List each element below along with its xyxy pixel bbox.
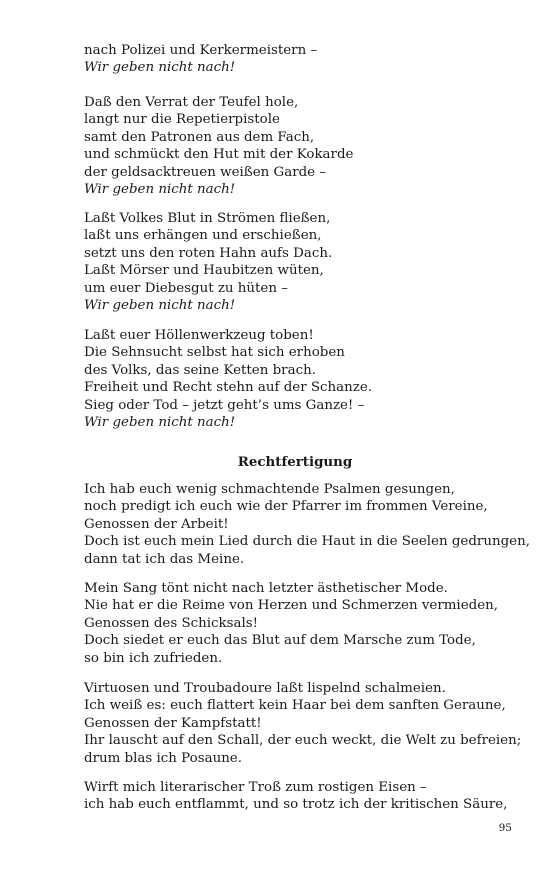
verse-line: Genossen der Kampfstatt! xyxy=(84,715,262,731)
poem1-stanza-1 xyxy=(84,42,524,77)
verse-line: dann tat ich das Meine. xyxy=(84,551,245,567)
poem2-stanza-3 xyxy=(84,680,524,767)
verse-line: Doch ist euch mein Lied durch die Haut in die Seelen gedrungen, xyxy=(84,534,530,550)
verse-line: Ihr lauscht auf den Schall, der euch weckt, die Welt zu befreien; xyxy=(84,733,522,749)
verse-line: und schmückt den Hut mit der Kokarde xyxy=(84,147,354,163)
verse-line: Genossen der Arbeit! xyxy=(84,516,229,532)
poem2-stanza-2 xyxy=(84,580,524,667)
verse-line: samt den Patronen aus dem Fach, xyxy=(84,129,315,145)
poem1-stanza-3 xyxy=(84,210,524,314)
refrain-line: Wir geben nicht nach! xyxy=(84,60,236,76)
verse-line: Nie hat er die Reime von Herzen und Schmerzen vermieden, xyxy=(84,598,499,614)
verse-line: Doch siedet er euch das Blut auf dem Marsche zum Tode, xyxy=(84,633,476,649)
verse-line: Mein Sang tönt nicht nach letzter ästhetischer Mode. xyxy=(84,581,448,596)
verse-line: Virtuosen und Troubadoure laßt lispelnd schalmeien. xyxy=(84,681,446,696)
poem2-stanza-1 xyxy=(84,481,530,568)
verse-line: setzt uns den roten Hahn aufs Dach. xyxy=(84,245,333,261)
verse-line: drum blas ich Posaune. xyxy=(84,750,242,766)
verse-line: der geldsacktreuen weißen Garde – xyxy=(84,164,327,180)
poem1-stanza-4 xyxy=(84,327,524,431)
verse-line: Sieg oder Tod – jetzt geht’s ums Ganze! – xyxy=(84,397,365,413)
verse-line: um euer Diebesgut zu hüten – xyxy=(84,280,288,296)
verse-line: Freiheit und Recht stehn auf der Schanze. xyxy=(84,380,373,396)
poem1-stanza-2 xyxy=(84,94,524,198)
verse-line: noch predigt ich euch wie der Pfarrer im frommen Vereine, xyxy=(84,499,488,515)
verse-line: laßt uns erhängen und erschießen, xyxy=(84,228,322,244)
verse-line: Ich hab euch wenig schmachtende Psalmen gesungen, xyxy=(84,482,455,497)
poem-title: Rechtfertigung xyxy=(237,454,353,470)
page-number: 95 xyxy=(498,822,512,834)
verse-line: langt nur die Repetierpistole xyxy=(84,112,280,128)
verse-line: Genossen des Schicksals! xyxy=(84,615,259,631)
poem2-stanza-4 xyxy=(84,779,524,814)
verse-line: des Volks, das seine Ketten brach. xyxy=(84,362,316,378)
refrain-line: Wir geben nicht nach! xyxy=(84,182,236,198)
verse-line: Laßt Volkes Blut in Strömen fließen, xyxy=(84,211,331,226)
verse-line: Die Sehnsucht selbst hat sich erhoben xyxy=(84,345,345,361)
verse-line: Daß den Verrat der Teufel hole, xyxy=(84,95,299,110)
refrain-line: Wir geben nicht nach! xyxy=(84,415,236,431)
verse-line: so bin ich zufrieden. xyxy=(84,650,223,666)
verse-line: ich hab euch entflammt, und so trotz ich der kritischen Säure, xyxy=(84,797,508,813)
refrain-line: Wir geben nicht nach! xyxy=(84,298,236,314)
verse-line: Wirft mich literarischer Troß zum rostigen Eisen – xyxy=(84,780,427,795)
verse-line: Laßt Mörser und Haubitzen wüten, xyxy=(84,263,324,279)
verse-line: Laßt euer Höllenwerkzeug toben! xyxy=(84,328,314,343)
verse-line: nach Polizei und Kerkermeistern – xyxy=(84,43,318,58)
verse-line: Ich weiß es: euch flattert kein Haar bei dem sanften Geraune, xyxy=(84,698,506,714)
